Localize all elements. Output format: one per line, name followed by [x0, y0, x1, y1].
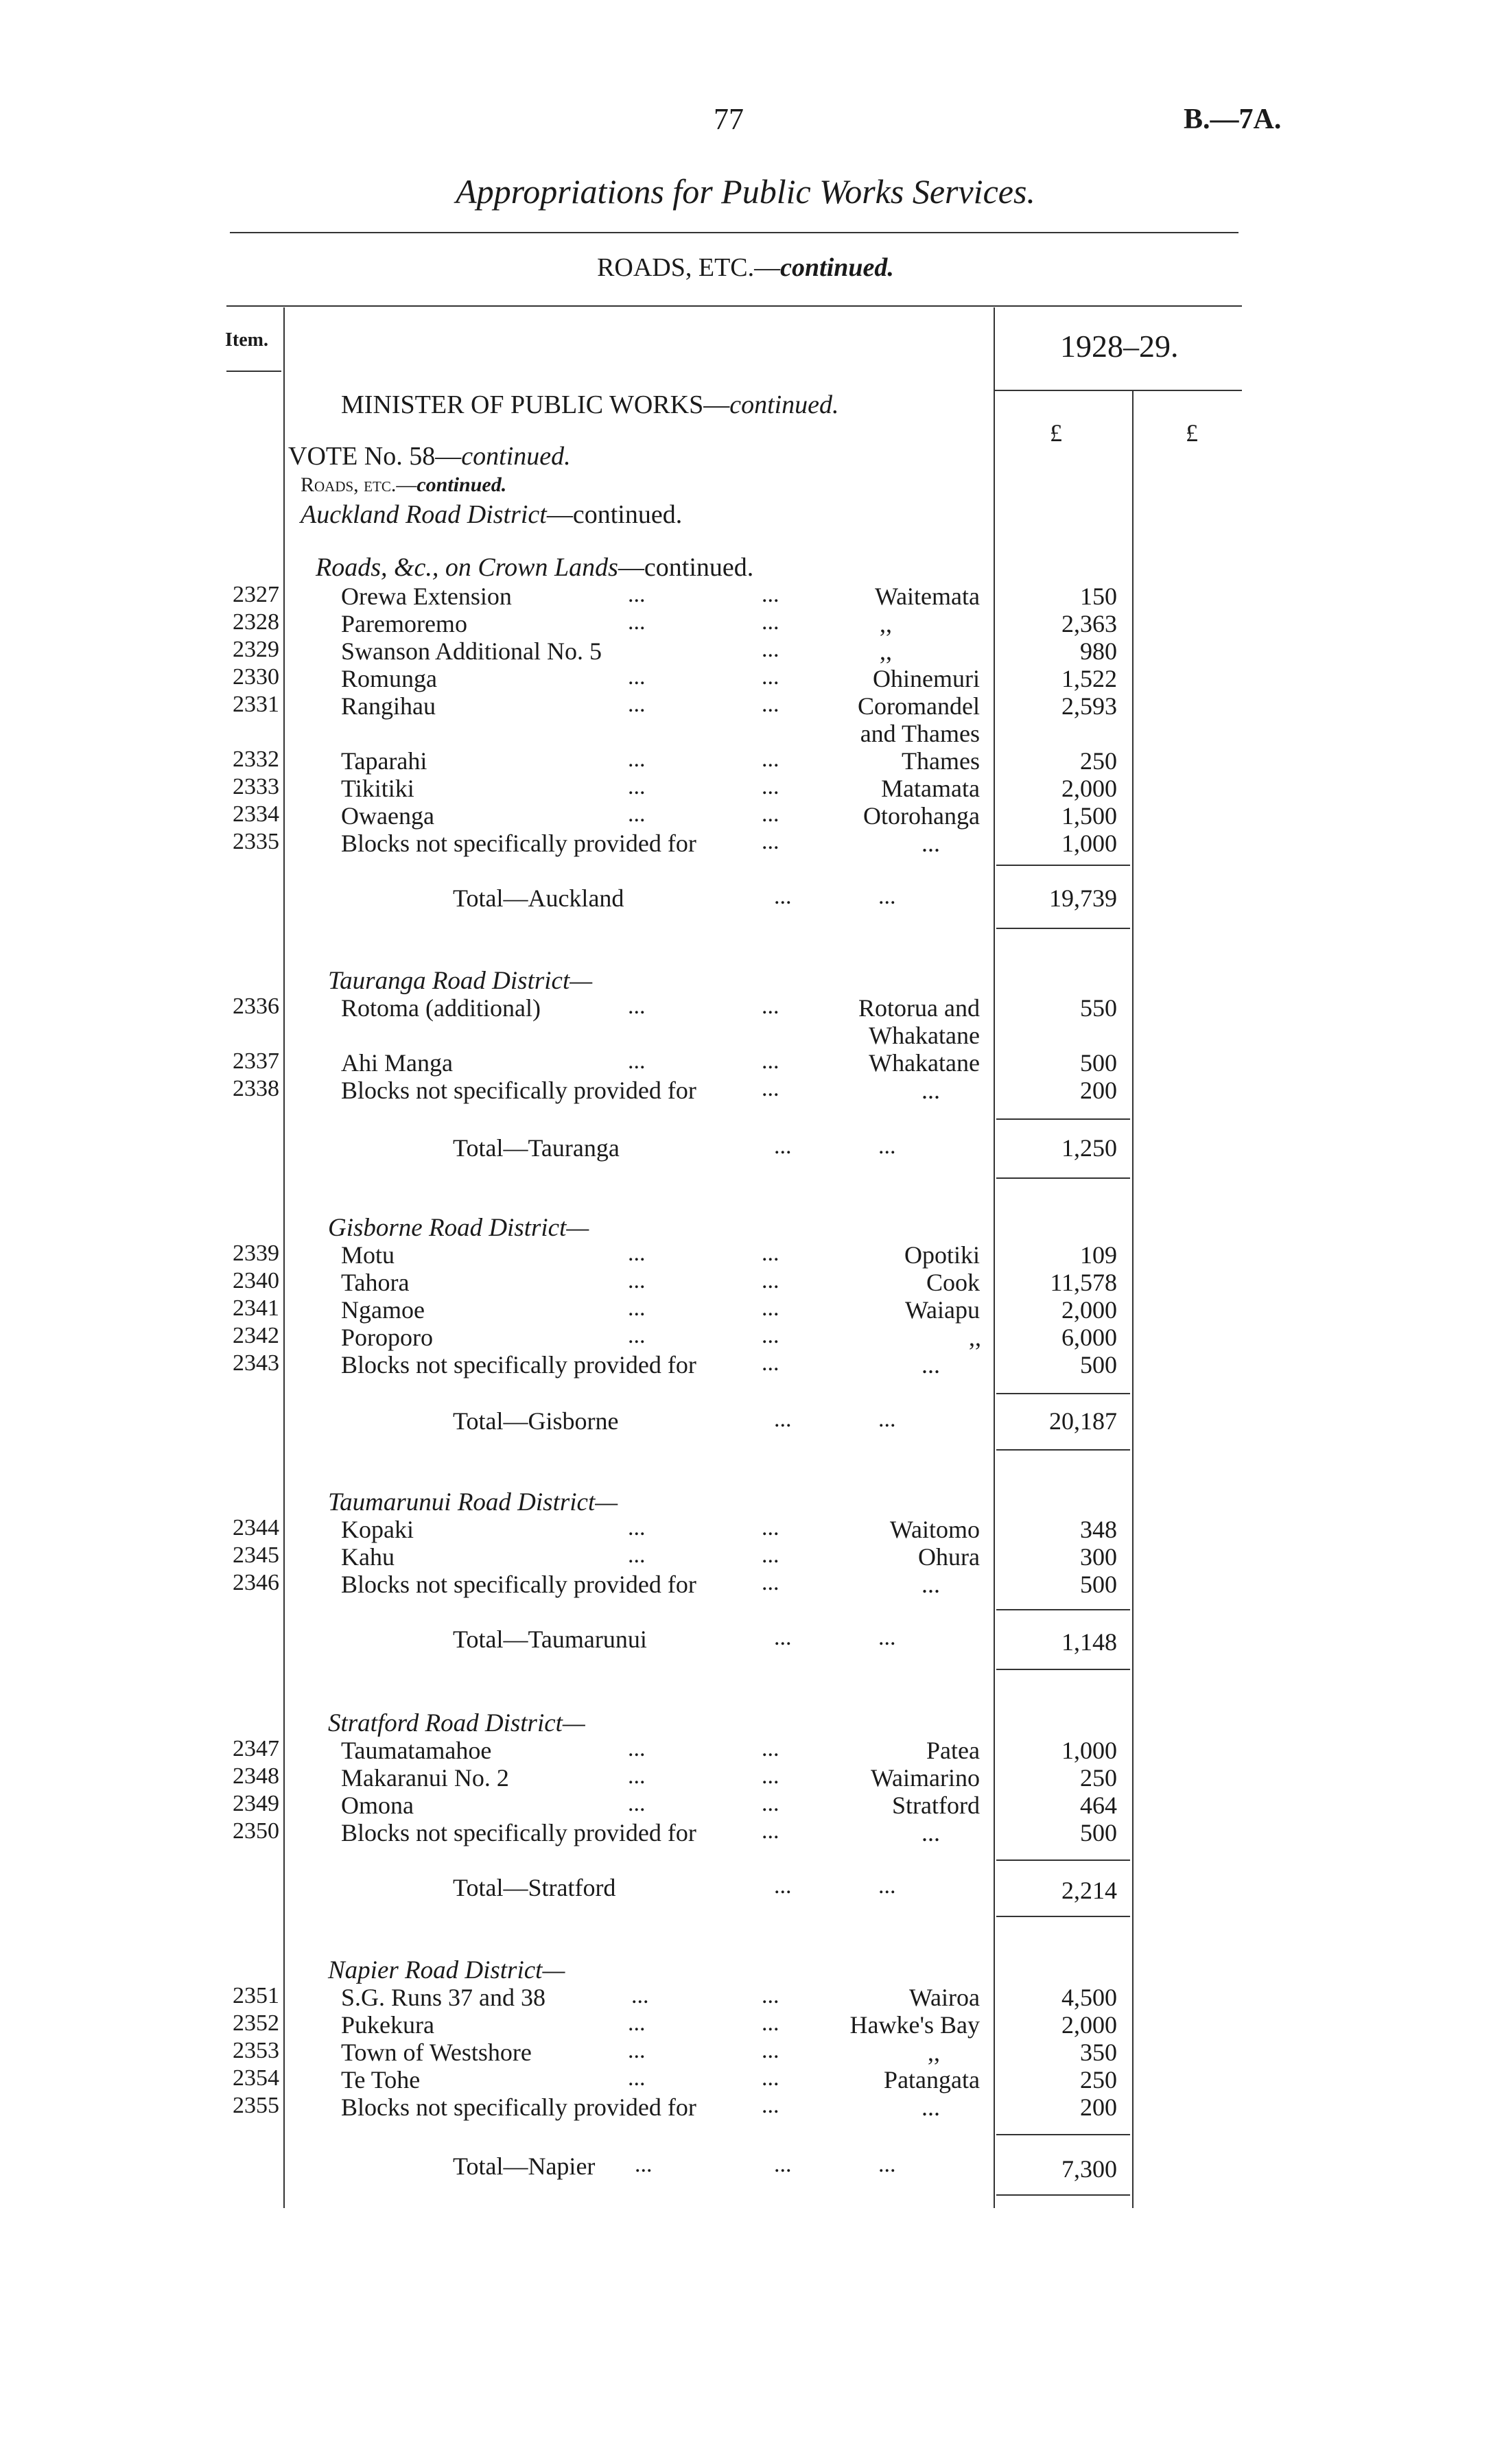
item-number: 2339	[233, 1241, 279, 1266]
crown-lands-continued: —continued.	[618, 553, 754, 582]
item-number: 2343	[233, 1350, 279, 1376]
row-description: Blocks not specifically provided for	[341, 1571, 696, 1598]
leader-dots: ...	[628, 1791, 646, 1816]
amount: 1,522	[1061, 665, 1117, 692]
district-continued: —continued.	[546, 500, 683, 529]
row-description: Kopaki	[341, 1516, 414, 1543]
minister-text: MINISTER OF PUBLIC WORKS—	[341, 390, 730, 419]
leader-dots: ...	[628, 1515, 646, 1540]
total-amount: 7,300	[1061, 2155, 1117, 2183]
leader-dots: ...	[774, 884, 792, 909]
leader-dots: ...	[628, 2065, 646, 2091]
leader-dots: ...	[628, 2010, 646, 2036]
district-heading: Tauranga Road District—	[328, 967, 593, 995]
amount: 1,500	[1061, 802, 1117, 830]
second-amount-column-rule	[1132, 391, 1134, 2208]
leader-dots: ...	[762, 1350, 779, 1376]
leader-dots: ...	[762, 1818, 779, 1844]
item-column-rule	[283, 307, 285, 2208]
leader-dots: ...	[774, 1625, 792, 1650]
leader-dots: ...	[762, 582, 779, 607]
amount: 1,000	[1061, 830, 1117, 857]
row-description: S.G. Runs 37 and 38	[341, 1984, 546, 2011]
leader-dots: ...	[762, 1241, 779, 1266]
item-number: 2350	[233, 1818, 279, 1844]
roads-text: Roads, etc.—	[301, 473, 417, 496]
minister-continued: continued.	[729, 390, 839, 419]
electorate: Waitemata	[874, 583, 980, 610]
leader-dots: ...	[762, 994, 779, 1019]
electorate: Coromandel	[858, 692, 980, 720]
item-number: 2353	[233, 2038, 279, 2063]
district-heading: Taumarunui Road District—	[328, 1488, 618, 1516]
vote-heading	[288, 441, 571, 471]
electorate: ...	[921, 1819, 940, 1846]
electorate: ...	[921, 1351, 940, 1378]
leader-dots: ...	[762, 1570, 779, 1595]
leader-dots: ...	[762, 664, 779, 690]
item-header-rule	[226, 371, 281, 372]
electorate: Waimarino	[870, 1764, 980, 1792]
vote-number: VOTE No. 58—	[288, 442, 462, 471]
crown-lands-heading	[316, 552, 753, 583]
row-description: Blocks not specifically provided for	[341, 830, 696, 857]
leader-dots: ...	[762, 1736, 779, 1761]
amount: 200	[1080, 2093, 1117, 2121]
leader-dots: ...	[762, 1791, 779, 1816]
row-description: Romunga	[341, 665, 437, 692]
leader-dots: ...	[762, 747, 779, 772]
electorate: Hawke's Bay	[849, 2011, 980, 2039]
leader-dots: ...	[628, 1736, 646, 1761]
row-description: Blocks not specifically provided for	[341, 2093, 696, 2121]
row-description: Taparahi	[341, 747, 427, 775]
item-number: 2338	[233, 1076, 279, 1101]
item-number: 2335	[233, 829, 279, 854]
leader-dots: ...	[762, 774, 779, 799]
amount: 2,593	[1061, 692, 1117, 720]
amount: 500	[1080, 1819, 1117, 1846]
total-rule	[996, 1669, 1130, 1670]
electorate: Wairoa	[908, 1984, 980, 2011]
electorate: ...	[921, 2093, 940, 2121]
electorate: ...	[921, 830, 940, 857]
electorate: Patangata	[884, 2066, 980, 2093]
leader-dots: ...	[774, 1134, 792, 1159]
electorate: Cook	[926, 1269, 980, 1296]
item-number: 2354	[233, 2065, 279, 2091]
leader-dots: ...	[628, 774, 646, 799]
total-label: Total—Napier	[453, 2152, 596, 2180]
subtotal-rule	[996, 865, 1130, 866]
leader-dots: ...	[628, 2038, 646, 2063]
leader-dots: ...	[762, 1323, 779, 1348]
leader-dots: ...	[628, 1763, 646, 1789]
amount: 1,000	[1061, 1737, 1117, 1764]
leader-dots: ...	[762, 609, 779, 635]
leader-dots: ...	[774, 1873, 792, 1899]
minister-heading	[341, 390, 839, 420]
leader-dots: ...	[628, 1048, 646, 1074]
item-number: 2331	[233, 692, 279, 717]
row-description: Orewa Extension	[341, 583, 512, 610]
subtotal-rule	[996, 1393, 1130, 1394]
amount: 4,500	[1061, 1984, 1117, 2011]
electorate: Ohinemuri	[873, 665, 980, 692]
crown-lands-text: Roads, &c., on Crown Lands	[316, 553, 618, 582]
item-number: 2351	[233, 1983, 279, 2008]
row-description: Makaranui No. 2	[341, 1764, 509, 1792]
page-title: Appropriations for Public Works Services.	[456, 172, 1035, 211]
item-number: 2333	[233, 774, 279, 799]
amount: 109	[1080, 1241, 1117, 1269]
electorate: Patea	[926, 1737, 980, 1764]
district-heading	[301, 500, 682, 530]
electorate: Waitomo	[889, 1516, 980, 1543]
leader-dots: ...	[762, 1763, 779, 1789]
item-number: 2327	[233, 582, 279, 607]
leader-dots: ...	[635, 2152, 653, 2177]
amount: 300	[1080, 1543, 1117, 1571]
electorate: ,,	[880, 637, 892, 665]
item-number: 2329	[233, 637, 279, 662]
leader-dots: ...	[762, 829, 779, 854]
total-rule	[996, 1916, 1130, 1917]
electorate-continued: and Thames	[860, 720, 980, 747]
leader-dots: ...	[628, 1241, 646, 1266]
leader-dots: ...	[774, 2152, 792, 2177]
item-number: 2355	[233, 2093, 279, 2118]
amount: 250	[1080, 2066, 1117, 2093]
district-heading: Stratford Road District—	[328, 1709, 585, 1737]
item-column-header: Item.	[225, 329, 268, 351]
leader-dots: ...	[628, 801, 646, 827]
roads-heading	[301, 473, 506, 497]
amount: 2,363	[1061, 610, 1117, 637]
leader-dots: ...	[878, 1625, 896, 1650]
item-number: 2337	[233, 1048, 279, 1074]
leader-dots: ...	[878, 1407, 896, 1432]
row-description: Rangihau	[341, 692, 436, 720]
electorate: ...	[921, 1077, 940, 1104]
roads-continued: continued.	[416, 473, 507, 496]
total-rule	[996, 2194, 1130, 2196]
item-number: 2330	[233, 664, 279, 690]
item-number: 2346	[233, 1570, 279, 1595]
amount: 980	[1080, 637, 1117, 665]
amount: 200	[1080, 1077, 1117, 1104]
leader-dots: ...	[878, 2152, 896, 2177]
year-header-rule	[994, 390, 1242, 391]
row-description: Poroporo	[341, 1324, 433, 1351]
total-label: Total—Auckland	[453, 884, 624, 912]
district-heading: Napier Road District—	[328, 1956, 565, 1984]
electorate: ,,	[880, 610, 892, 637]
row-description: Taumatamahoe	[341, 1737, 492, 1764]
subtotal-rule	[996, 2134, 1130, 2135]
subtotal-rule	[996, 1118, 1130, 1120]
electorate: Waiapu	[904, 1296, 980, 1324]
leader-dots: ...	[628, 609, 646, 635]
row-description: Rotoma (additional)	[341, 994, 541, 1022]
item-number: 2344	[233, 1515, 279, 1540]
amount: 350	[1080, 2039, 1117, 2066]
leader-dots: ...	[628, 1295, 646, 1321]
total-label: Total—Taumarunui	[453, 1626, 647, 1653]
row-description: Blocks not specifically provided for	[341, 1819, 696, 1846]
item-number: 2341	[233, 1295, 279, 1321]
electorate: Matamata	[881, 775, 980, 802]
amount: 500	[1080, 1049, 1117, 1077]
total-label: Total—Stratford	[453, 1874, 616, 1901]
subtotal-rule	[996, 1609, 1130, 1610]
leader-dots: ...	[762, 1268, 779, 1293]
leader-dots: ...	[762, 1295, 779, 1321]
amount: 500	[1080, 1571, 1117, 1598]
amount: 348	[1080, 1516, 1117, 1543]
amount: 2,000	[1061, 775, 1117, 802]
leader-dots: ...	[628, 1323, 646, 1348]
total-label: Total—Gisborne	[453, 1407, 619, 1435]
amount: 150	[1080, 583, 1117, 610]
leader-dots: ...	[762, 801, 779, 827]
electorate: Ohura	[918, 1543, 980, 1571]
leader-dots: ...	[762, 2065, 779, 2091]
leader-dots: ...	[762, 637, 779, 662]
total-rule	[996, 1449, 1130, 1451]
row-description: Blocks not specifically provided for	[341, 1077, 696, 1104]
leader-dots: ...	[762, 692, 779, 717]
total-label: Total—Tauranga	[453, 1134, 620, 1162]
row-description: Owaenga	[341, 802, 434, 830]
total-amount: 1,148	[1061, 1628, 1117, 1656]
amount: 550	[1080, 994, 1117, 1022]
item-number: 2348	[233, 1763, 279, 1789]
total-amount: 19,739	[1049, 884, 1117, 912]
amount: 2,000	[1061, 1296, 1117, 1324]
electorate: Rotorua and	[858, 994, 980, 1022]
leader-dots: ...	[628, 582, 646, 607]
title-rule	[230, 232, 1238, 233]
amount: 500	[1080, 1351, 1117, 1378]
total-rule	[996, 1177, 1130, 1179]
total-amount: 20,187	[1049, 1407, 1117, 1435]
leader-dots: ...	[878, 1134, 896, 1159]
amount: 464	[1080, 1792, 1117, 1819]
item-number: 2328	[233, 609, 279, 635]
total-amount: 1,250	[1061, 1134, 1117, 1162]
row-description: Ahi Manga	[341, 1049, 453, 1077]
item-number: 2345	[233, 1542, 279, 1568]
row-description: Kahu	[341, 1543, 395, 1571]
row-description: Motu	[341, 1241, 395, 1269]
electorate: ...	[921, 1571, 940, 1598]
leader-dots: ...	[878, 884, 896, 909]
leader-dots: ...	[878, 1873, 896, 1899]
electorate: Stratford	[892, 1792, 980, 1819]
leader-dots: ...	[762, 1983, 779, 2008]
item-number: 2340	[233, 1268, 279, 1293]
row-description: Tahora	[341, 1269, 410, 1296]
row-description: Tikitiki	[341, 775, 414, 802]
row-description: Swanson Additional No. 5	[341, 637, 602, 665]
electorate: Whakatane	[869, 1049, 980, 1077]
electorate: ,,	[928, 2039, 940, 2066]
leader-dots: ...	[762, 1076, 779, 1101]
item-number: 2336	[233, 994, 279, 1019]
item-number: 2332	[233, 747, 279, 772]
row-description: Town of Westshore	[341, 2039, 532, 2066]
district-name: Auckland Road District	[301, 500, 547, 529]
page-number: 77	[714, 102, 744, 136]
section-subtitle	[0, 253, 1491, 283]
leader-dots: ...	[762, 1048, 779, 1074]
leader-dots: ...	[762, 2038, 779, 2063]
leader-dots: ...	[762, 2093, 779, 2118]
subtitle-continued: continued.	[780, 253, 894, 282]
electorate-continued: Whakatane	[869, 1022, 980, 1049]
item-number: 2347	[233, 1736, 279, 1761]
amount: 2,000	[1061, 2011, 1117, 2039]
item-number: 2352	[233, 2010, 279, 2036]
leader-dots: ...	[628, 692, 646, 717]
year-column-header: 1928–29.	[1060, 329, 1179, 364]
district-heading: Gisborne Road District—	[328, 1214, 589, 1242]
amount: 250	[1080, 747, 1117, 775]
pound-symbol-2: £	[1186, 419, 1198, 447]
electorate: ,,	[969, 1324, 981, 1351]
row-description: Paremoremo	[341, 610, 467, 637]
item-number: 2342	[233, 1323, 279, 1348]
leader-dots: ...	[762, 1515, 779, 1540]
subtitle-main: ROADS, ETC.—	[597, 253, 781, 282]
row-description: Blocks not specifically provided for	[341, 1351, 696, 1378]
subtotal-rule	[996, 1859, 1130, 1861]
electorate: Otorohanga	[863, 802, 980, 830]
item-number: 2349	[233, 1791, 279, 1816]
leader-dots: ...	[762, 2010, 779, 2036]
row-description: Ngamoe	[341, 1296, 425, 1324]
leader-dots: ...	[628, 664, 646, 690]
leader-dots: ...	[631, 1983, 649, 2008]
pound-symbol-1: £	[1050, 419, 1062, 447]
total-amount: 2,214	[1061, 1877, 1117, 1904]
leader-dots: ...	[762, 1542, 779, 1568]
row-description: Pukekura	[341, 2011, 434, 2039]
document-reference: B.—7A.	[1184, 104, 1282, 135]
row-description: Omona	[341, 1792, 414, 1819]
electorate: Thames	[902, 747, 980, 775]
amount: 11,578	[1050, 1269, 1117, 1296]
item-number: 2334	[233, 801, 279, 827]
leader-dots: ...	[628, 1542, 646, 1568]
leader-dots: ...	[628, 747, 646, 772]
table-top-rule	[226, 305, 1242, 307]
amount: 250	[1080, 1764, 1117, 1792]
row-description: Te Tohe	[341, 2066, 421, 2093]
amount: 6,000	[1061, 1324, 1117, 1351]
leader-dots: ...	[774, 1407, 792, 1432]
leader-dots: ...	[628, 994, 646, 1019]
leader-dots: ...	[628, 1268, 646, 1293]
electorate: Opotiki	[904, 1241, 980, 1269]
vote-continued: continued.	[461, 442, 571, 471]
total-rule	[996, 928, 1130, 929]
